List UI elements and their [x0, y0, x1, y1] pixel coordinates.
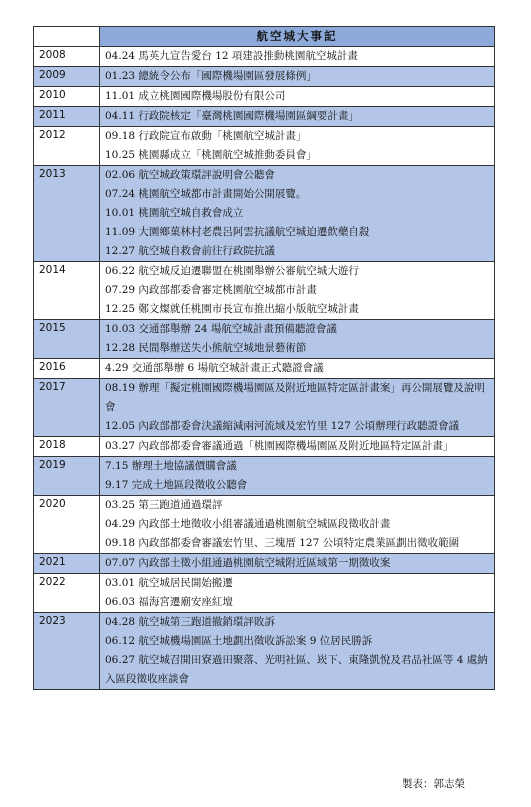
events-cell	[100, 262, 495, 320]
event-entry: 08.19 辦理「擬定桃園國際機場園區及附近地區特定區計畫案」再公開展覽及說明會	[105, 382, 485, 413]
event-entry: 04.24 馬英九宣告愛台 12 項建設推動桃園航空城計畫	[105, 50, 358, 62]
table-row	[34, 67, 495, 87]
events-cell	[100, 127, 495, 166]
table-body	[34, 47, 495, 690]
events-cell	[100, 496, 495, 554]
table-row	[34, 379, 495, 437]
year-cell: 2013	[34, 166, 100, 262]
events-cell	[100, 107, 495, 127]
event-entry: 03.27 內政部都委會審議通過「桃園國際機場園區及附近地區特定區計畫」	[105, 440, 454, 452]
event-entry: 11.01 成立桃園國際機場股份有限公司	[105, 90, 286, 102]
events-cell	[100, 359, 495, 379]
event-entry: 07.24 桃園航空城都市計畫開始公開展覽。	[105, 188, 307, 200]
table-row	[34, 47, 495, 67]
year-cell: 2011	[34, 107, 100, 127]
event-entry: 09.18 內政部都委會審議宏竹里、三塊厝 127 公頃特定農業區劃出徵收範圍	[105, 537, 460, 549]
event-entry: 04.29 內政部土地徵收小組審議通過桃園航空城區段徵收計畫	[105, 518, 391, 530]
table-header	[34, 27, 495, 47]
chronology-sheet	[33, 26, 494, 690]
event-entry: 10.01 桃園航空城自救會成立	[105, 207, 244, 219]
event-entry: 03.25 第三跑道通過環評	[105, 499, 223, 511]
table-row	[34, 574, 495, 613]
table-row	[34, 107, 495, 127]
event-entry: 07.29 內政部都委會審定桃園航空城都市計畫	[105, 284, 317, 296]
year-cell: 2016	[34, 359, 100, 379]
table-row	[34, 554, 495, 574]
table-title: 航空城大事記	[100, 27, 495, 47]
year-cell: 2023	[34, 613, 100, 690]
table-row	[34, 437, 495, 457]
event-entry: 11.09 大園鄉菓林村老農呂阿雲抗議航空城迫遷飲藥自殺	[105, 226, 370, 238]
events-cell	[100, 457, 495, 496]
year-cell: 2008	[34, 47, 100, 67]
event-entry: 12.27 航空城自救會前往行政院抗議	[105, 245, 275, 257]
table-row	[34, 496, 495, 554]
year-cell: 2015	[34, 320, 100, 359]
events-cell	[100, 166, 495, 262]
events-cell	[100, 87, 495, 107]
event-entry: 06.27 航空城召開田寮過田聚落、光明社區、崁下、東隆凱悅及君品社區等 4 處納入區段徵收座談會	[105, 654, 488, 685]
events-cell	[100, 47, 495, 67]
year-cell: 2019	[34, 457, 100, 496]
year-cell: 2017	[34, 379, 100, 437]
event-entry: 09.18 行政院宣布啟動「桃園航空城計畫」	[105, 130, 307, 142]
event-entry: 04.11 行政院核定「臺灣桃園國際機場園區綱要計畫」	[105, 110, 359, 122]
events-cell	[100, 379, 495, 437]
year-cell: 2018	[34, 437, 100, 457]
table-row	[34, 457, 495, 496]
table-row	[34, 127, 495, 166]
event-entry: 06.22 航空城反迫遷聯盟在桃園舉辦公審航空城大遊行	[105, 265, 359, 277]
events-cell	[100, 613, 495, 690]
year-cell: 2014	[34, 262, 100, 320]
event-entry: 12.25 鄭文燦就任桃園市長宣布推出縮小版航空城計畫	[105, 303, 359, 315]
year-cell: 2020	[34, 496, 100, 554]
footer-credit: 製表：郭志榮	[402, 778, 465, 790]
event-entry: 02.06 航空城政策環評說明會公聽會	[105, 169, 275, 181]
event-entry: 10.25 桃園縣成立「桃園航空城推動委員會」	[105, 149, 317, 161]
year-cell: 2009	[34, 67, 100, 87]
table-row	[34, 613, 495, 690]
event-entry: 01.23 總統令公布「國際機場園區發展條例」	[105, 70, 317, 82]
events-cell	[100, 437, 495, 457]
event-entry: 12.28 民間舉辦送失小熊航空城地景藝術節	[105, 342, 307, 354]
table-row	[34, 166, 495, 262]
event-entry: 4.29 交通部舉辦 6 場航空城計畫正式聽證會議	[105, 362, 324, 374]
year-cell: 2022	[34, 574, 100, 613]
event-entry: 07.07 內政部土徵小組通過桃園航空城附近區域第一期徵收案	[105, 557, 391, 569]
event-entry: 06.12 航空城機場園區土地劃出徵收訴訟案 9 位居民勝訴	[105, 635, 373, 647]
events-cell	[100, 67, 495, 87]
year-cell: 2021	[34, 554, 100, 574]
events-cell	[100, 320, 495, 359]
year-cell: 2012	[34, 127, 100, 166]
table-row	[34, 320, 495, 359]
event-entry: 06.03 福海宮遷廟安座紅壇	[105, 596, 233, 608]
event-entry: 03.01 航空城居民開始搬遷	[105, 577, 233, 589]
table-row	[34, 262, 495, 320]
chronology-table	[33, 26, 495, 690]
header-blank-cell	[34, 27, 100, 47]
event-entry: 10.03 交通部舉辦 24 場航空城計畫預備聽證會議	[105, 323, 337, 335]
event-entry: 04.28 航空城第三跑道撤銷環評敗訴	[105, 616, 275, 628]
table-row	[34, 87, 495, 107]
event-entry: 9.17 完成土地區段徵收公聽會	[105, 479, 248, 491]
event-entry: 12.05 內政部都委會決議縮減兩河流域及宏竹里 127 公頃辦理行政聽證會議	[105, 420, 460, 432]
year-cell: 2010	[34, 87, 100, 107]
events-cell	[100, 574, 495, 613]
table-row	[34, 359, 495, 379]
events-cell	[100, 554, 495, 574]
event-entry: 7.15 辦理土地協議價購會議	[105, 460, 237, 472]
